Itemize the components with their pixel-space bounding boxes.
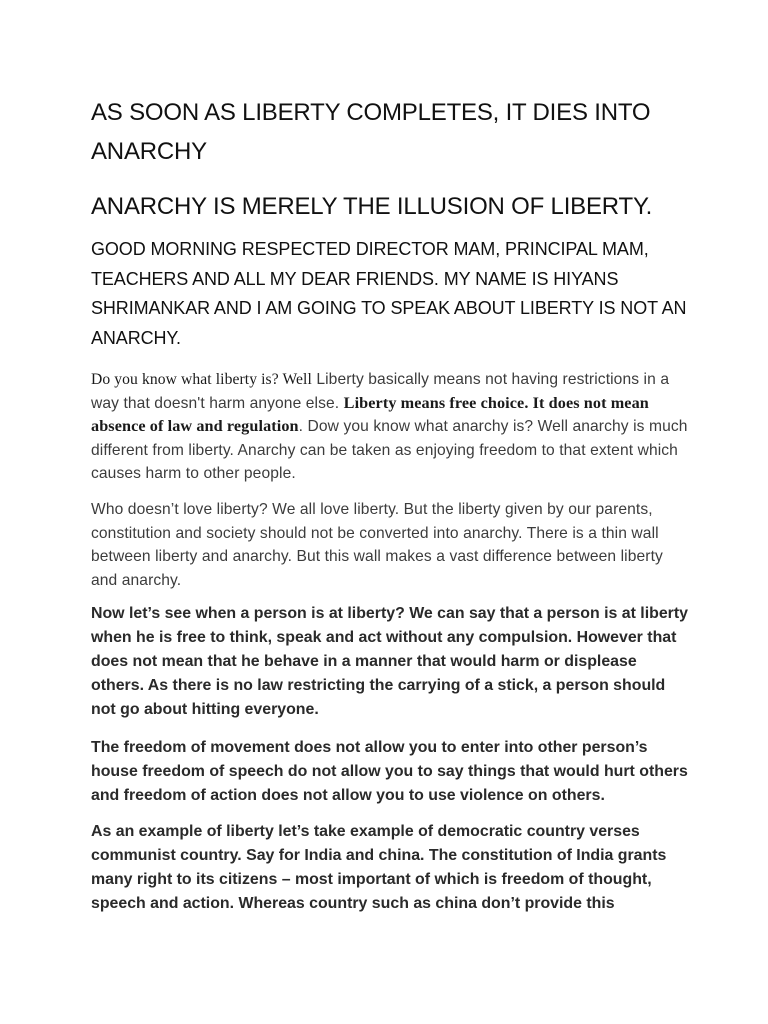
anarchy-definition-text: . Dow you know what anarchy is? Well anarchy is much different from liberty. Anarchy can be taken as enjoying freedom to that extent which causes harm to other people. <box>91 418 688 482</box>
intro-question: Do you know what liberty is? Well <box>91 371 312 388</box>
liberty-free-choice-emphasis: Liberty means free choice. It does not mean absence of law and regulation <box>91 393 649 435</box>
greeting-paragraph: GOOD MORNING RESPECTED DIRECTOR MAM, PRINCIPAL MAM, TEACHERS AND ALL MY DEAR FRIENDS. MY NAME IS HIYANS SHRIMANKAR AND I AM GOING TO SPEAK ABOUT LIBERTY IS NOT AN ANARCHY. <box>91 239 687 348</box>
paragraph-thin-wall: Who doesn’t love liberty? We all love liberty. But the liberty given by our parents, constitution and society should not be converted into anarchy. There is a thin wall between liberty and anarchy. But this wall makes a vast difference between liberty and anarchy. <box>91 501 663 589</box>
paragraph-democracy-example: As an example of liberty let’s take example of democratic country verses communist country. Say for India and china. The constitution of India grants many right to its citizens – most important of which is freedom of thought, speech and action. Whereas country such as china don’t provide this <box>91 823 667 912</box>
paragraph-freedom-of-movement: The freedom of movement does not allow you to enter into other person’s house freedom of speech do not allow you to say things that would hurt others and freedom of action does not allow you to use violence on others. <box>91 739 688 804</box>
title-heading: AS SOON AS LIBERTY COMPLETES, IT DIES INTO ANARCHY <box>91 99 651 165</box>
paragraph-person-at-liberty: Now let’s see when a person is at liberty? We can say that a person is at liberty when he is free to think, speak and act without any compulsion. However that does not mean that he behave in a manner that would harm or displease others. As there is no law restricting the carrying of a stick, a person should not go about hitting everyone. <box>91 605 688 718</box>
subtitle-heading: ANARCHY IS MERELY THE ILLUSION OF LIBERTY. <box>91 193 653 220</box>
liberty-definition-text: Liberty basically means not having restrictions in a way that doesn't harm anyone else. <box>91 371 670 412</box>
paragraph-liberty-definition <box>91 368 691 486</box>
